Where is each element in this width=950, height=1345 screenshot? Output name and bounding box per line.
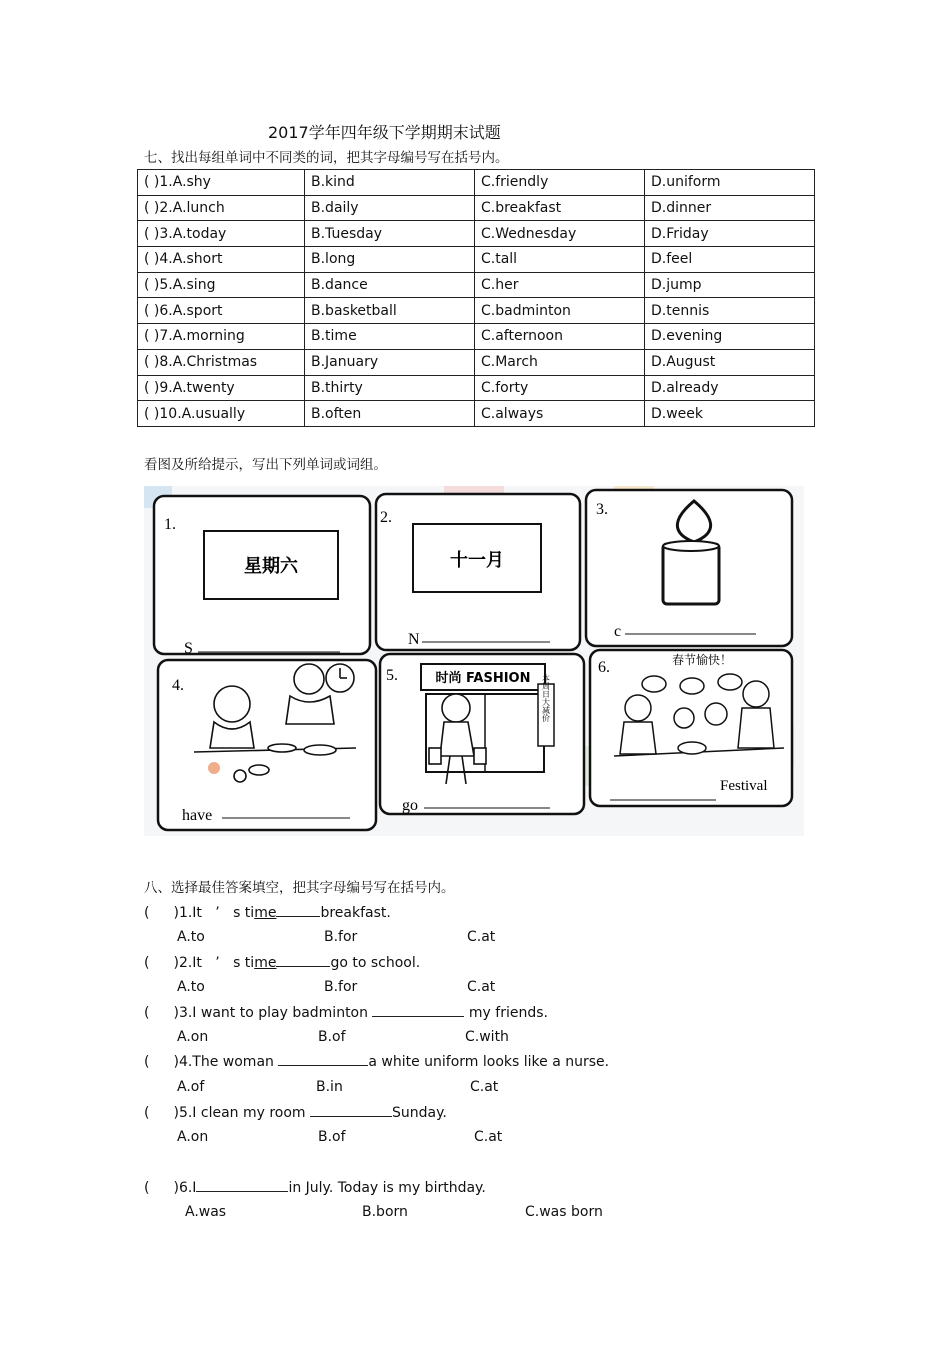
panel-number: 5. xyxy=(386,667,398,684)
table-row xyxy=(138,170,815,196)
table-cell: ( )1.A.shy xyxy=(138,170,305,196)
question-2: ( )2.It ’ s time go to school. xyxy=(144,955,421,971)
table-row xyxy=(138,221,815,247)
table-row xyxy=(138,349,815,375)
option[interactable]: C.at xyxy=(470,1079,499,1095)
table-cell: B.January xyxy=(305,349,475,375)
panel-number: 3. xyxy=(596,501,608,518)
answer-blank[interactable] xyxy=(276,954,330,967)
table-cell: D.Friday xyxy=(645,221,815,247)
table-cell: C.forty xyxy=(475,375,645,401)
option[interactable]: A.on xyxy=(177,1129,209,1145)
table-cell: C.always xyxy=(475,401,645,427)
table-row xyxy=(138,195,815,221)
table-cell: B.time xyxy=(305,324,475,350)
table-cell: ( )9.A.twenty xyxy=(138,375,305,401)
table-row xyxy=(138,247,815,273)
table-cell: B.thirty xyxy=(305,375,475,401)
table-cell: ( )5.A.sing xyxy=(138,272,305,298)
table-cell: C.afternoon xyxy=(475,324,645,350)
option[interactable]: C.was born xyxy=(525,1204,603,1220)
table-row xyxy=(138,375,815,401)
table-row xyxy=(138,401,815,427)
question-6: ( )6.I in July. Today is my birthday. xyxy=(144,1180,486,1196)
section8-heading: 八、选择最佳答案填空，把其字母编号写在括号内。 xyxy=(144,880,455,896)
table-cell: D.feel xyxy=(645,247,815,273)
table-row xyxy=(138,272,815,298)
table-cell: B.long xyxy=(305,247,475,273)
answer-blank[interactable] xyxy=(310,1104,392,1117)
option[interactable]: A.to xyxy=(177,979,205,995)
option[interactable]: A.on xyxy=(177,1029,209,1045)
side-sign: 本周日大减价 xyxy=(541,674,551,722)
table-cell: C.friendly xyxy=(475,170,645,196)
panel-number: 6. xyxy=(598,659,610,676)
table-cell: D.tennis xyxy=(645,298,815,324)
table-cell: C.badminton xyxy=(475,298,645,324)
table-cell: C.breakfast xyxy=(475,195,645,221)
table-cell: C.March xyxy=(475,349,645,375)
option[interactable]: A.to xyxy=(177,929,205,945)
option[interactable]: B.of xyxy=(318,1029,346,1045)
answer-blank[interactable] xyxy=(196,1179,288,1192)
shop-sign: 时尚 FASHION xyxy=(435,671,531,686)
table-cell: D.dinner xyxy=(645,195,815,221)
table-cell: ( )10.A.usually xyxy=(138,401,305,427)
question-5: ( )5.I clean my room Sunday. xyxy=(144,1105,447,1121)
panel-number: 2. xyxy=(380,509,392,526)
option[interactable]: B.of xyxy=(318,1129,346,1145)
table-cell: C.her xyxy=(475,272,645,298)
picture-section-heading: 看图及所给提示，写出下列单词或词组。 xyxy=(144,457,387,473)
table-cell: B.Tuesday xyxy=(305,221,475,247)
table-cell: D.week xyxy=(645,401,815,427)
table-cell: B.daily xyxy=(305,195,475,221)
option[interactable]: B.born xyxy=(362,1204,408,1220)
table-cell: ( )4.A.short xyxy=(138,247,305,273)
option[interactable]: B.for xyxy=(324,979,358,995)
panel-hint: S xyxy=(184,640,193,657)
option[interactable]: C.at xyxy=(474,1129,503,1145)
answer-blank[interactable] xyxy=(276,904,320,917)
table-cell: ( )3.A.today xyxy=(138,221,305,247)
option[interactable]: B.for xyxy=(324,929,358,945)
panel-hint: c xyxy=(614,623,622,640)
table-cell: D.August xyxy=(645,349,815,375)
table-cell: B.basketball xyxy=(305,298,475,324)
table-cell: C.Wednesday xyxy=(475,221,645,247)
table-cell: D.uniform xyxy=(645,170,815,196)
panel-hint: Festival xyxy=(720,778,768,794)
table-cell: B.often xyxy=(305,401,475,427)
table-cell: ( )8.A.Christmas xyxy=(138,349,305,375)
table-cell: B.dance xyxy=(305,272,475,298)
table-row xyxy=(138,324,815,350)
table-cell: C.tall xyxy=(475,247,645,273)
option[interactable]: A.was xyxy=(185,1204,227,1220)
page-title: 2017学年四年级下学期期末试题 xyxy=(268,123,501,142)
option[interactable]: B.in xyxy=(316,1079,343,1095)
table-cell: D.jump xyxy=(645,272,815,298)
table-cell: D.evening xyxy=(645,324,815,350)
panel-hint: go xyxy=(402,797,418,814)
option[interactable]: A.of xyxy=(177,1079,205,1095)
section7-heading: 七、找出每组单词中不同类的词，把其字母编号写在括号内。 xyxy=(144,150,509,166)
word-table xyxy=(137,169,815,427)
option[interactable]: C.at xyxy=(467,929,496,945)
panel-number: 1. xyxy=(164,516,176,533)
option[interactable]: C.at xyxy=(467,979,496,995)
panel-box-text: 星期六 xyxy=(244,556,298,577)
question-4: ( )4.The woman a white uniform looks like a nurse. xyxy=(144,1054,610,1070)
answer-blank[interactable] xyxy=(372,1004,464,1017)
table-cell: ( )7.A.morning xyxy=(138,324,305,350)
panel-box-text: 十一月 xyxy=(450,550,504,571)
table-cell: ( )2.A.lunch xyxy=(138,195,305,221)
panel-hint: have xyxy=(182,807,213,824)
panel-number: 4. xyxy=(172,677,184,694)
picture-panels xyxy=(144,486,804,836)
table-row xyxy=(138,298,815,324)
table-cell: ( )6.A.sport xyxy=(138,298,305,324)
festival-banner: 春节愉快！ xyxy=(672,653,733,667)
table-cell: D.already xyxy=(645,375,815,401)
option[interactable]: C.with xyxy=(465,1029,509,1045)
panel-hint: N xyxy=(408,631,420,648)
answer-blank[interactable] xyxy=(278,1053,368,1066)
question-3: ( )3.I want to play badminton my friends. xyxy=(144,1005,548,1021)
question-1: ( )1.It ’ s time breakfast. xyxy=(144,905,391,921)
table-cell: B.kind xyxy=(305,170,475,196)
